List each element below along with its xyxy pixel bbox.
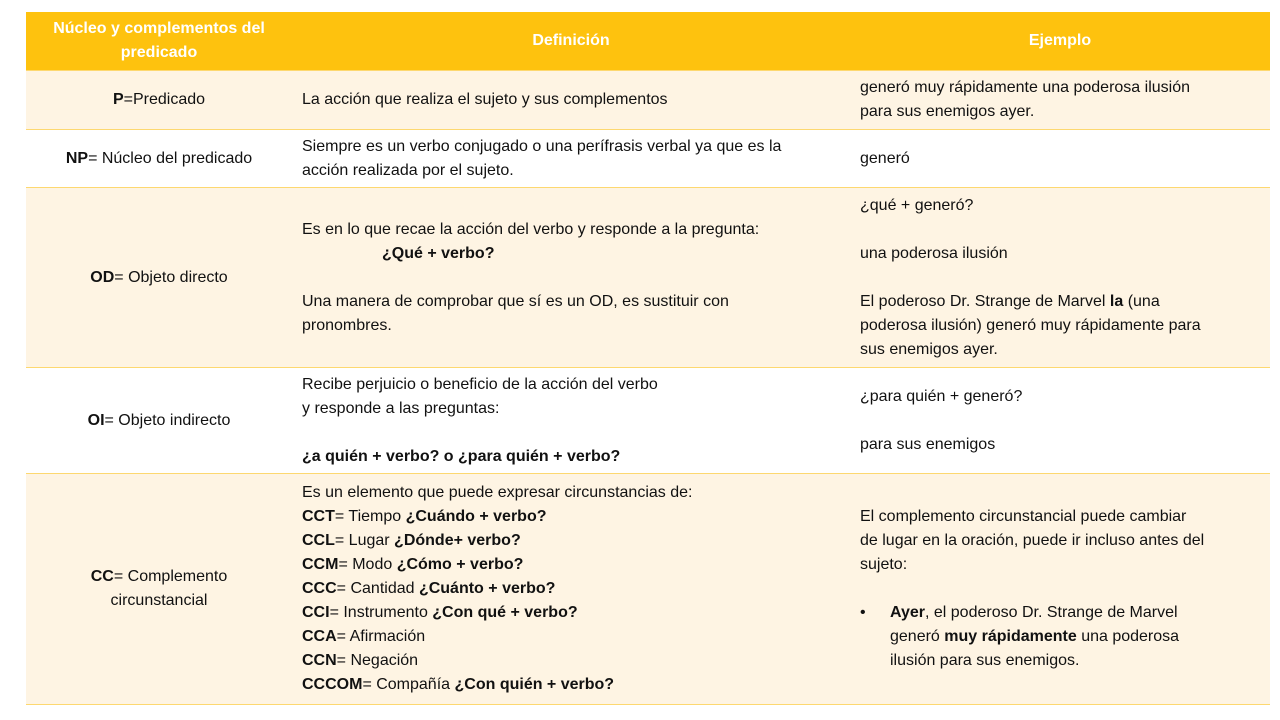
example-cell [850, 368, 1270, 474]
concept-cell [26, 130, 292, 188]
text-line [302, 242, 840, 266]
bullet-icon: • [860, 604, 866, 621]
text-line [860, 100, 1260, 124]
definition-cell [292, 71, 850, 130]
text-line [860, 76, 1260, 100]
bold-text: NP [65, 149, 89, 167]
text: El poderoso Dr. Strange de Marvel [860, 292, 1110, 310]
text: ¿qué + generó? [860, 196, 974, 214]
table-row [26, 130, 1270, 188]
text: , el poderoso Dr. Strange de Marvel [924, 604, 1178, 621]
text: = Cantidad [336, 580, 419, 597]
text-line [302, 577, 840, 601]
header-definition: Definición [292, 12, 850, 71]
text: = Instrumento [329, 604, 433, 621]
concept-cell [26, 368, 292, 474]
text: Una manera de comprobar que sí es un OD, es sustituir con [302, 292, 729, 310]
text: = Complemento circunstancial [110, 568, 232, 609]
text-line [860, 242, 1260, 266]
text: = Negación [336, 652, 419, 669]
definition-cell [292, 188, 850, 368]
header-concept: Núcleo y complementos del predicado [26, 12, 292, 71]
bold-text: CCM [302, 556, 339, 573]
bold-text: ¿Cómo + verbo? [396, 556, 524, 573]
text-line [302, 373, 840, 397]
bold-text: la [1109, 292, 1124, 310]
text-line [860, 529, 1260, 553]
bold-text: ¿Cuánto + verbo? [418, 580, 556, 597]
text-line [860, 314, 1260, 338]
definition-cell [292, 474, 850, 705]
bold-text: ¿a quién + verbo? o ¿para quién + verbo? [302, 447, 621, 465]
text-line [302, 135, 840, 159]
definition-cell [292, 368, 850, 474]
spacer [860, 218, 1260, 242]
text: = Modo [338, 556, 397, 573]
text: acción realizada por el sujeto. [302, 161, 514, 179]
bold-text: ¿Con qué + verbo? [432, 604, 578, 621]
text: (una [1123, 292, 1160, 310]
text-line [860, 625, 1260, 649]
text-line [860, 194, 1260, 218]
bold-text: CCL [302, 532, 335, 549]
bold-text: ¿Cuándo + verbo? [405, 508, 547, 525]
text-line [302, 553, 840, 577]
predicate-table [26, 12, 1270, 705]
text: Siempre es un verbo conjugado o una perífrasis verbal ya que es la [302, 137, 782, 155]
text-line [860, 147, 1260, 171]
text-line [860, 433, 1260, 457]
text: generó muy rápidamente una poderosa ilusión [860, 79, 1190, 96]
text: generó [890, 628, 945, 645]
text: sus enemigos ayer. [860, 340, 998, 358]
text: = Objeto indirecto [104, 411, 231, 429]
text-line [302, 290, 840, 314]
text-line [860, 601, 1260, 625]
bold-text: CCN [302, 652, 337, 669]
text: = Lugar [334, 532, 395, 549]
bullet-text [890, 601, 1178, 625]
concept-cell [26, 474, 292, 705]
spacer [860, 409, 1260, 433]
text: pronombres. [302, 316, 392, 334]
text: = Afirmación [336, 628, 426, 645]
bold-text: CCA [302, 628, 337, 645]
text: una poderosa [1076, 628, 1180, 645]
text-line [302, 673, 840, 697]
example-cell [850, 71, 1270, 130]
text-line [302, 505, 840, 529]
bold-text: CCT [302, 508, 335, 525]
text: sujeto: [860, 556, 908, 573]
text: ilusión para sus enemigos. [890, 652, 1080, 669]
bold-text: ¿Qué + verbo? [382, 244, 495, 262]
text-line [302, 529, 840, 553]
spacer [302, 421, 840, 445]
text: y responde a las preguntas: [302, 399, 500, 417]
concept-cell [26, 188, 292, 368]
text-line [302, 649, 840, 673]
example-cell [850, 130, 1270, 188]
text: una poderosa ilusión [860, 244, 1008, 262]
spacer [860, 266, 1260, 290]
spacer [302, 266, 840, 290]
header-example: Ejemplo [850, 12, 1270, 71]
text-line [860, 553, 1260, 577]
bold-text: muy rápidamente [944, 628, 1077, 645]
bold-text: ¿Con quién + verbo? [454, 676, 615, 693]
text: = Núcleo del predicado [88, 149, 253, 167]
header-row [26, 12, 1270, 71]
bold-text: OI [87, 411, 105, 429]
text-line [302, 397, 840, 421]
text-line [302, 625, 840, 649]
text: para sus enemigos [860, 435, 996, 453]
text: para sus enemigos ayer. [860, 103, 1035, 120]
bold-text: P [112, 91, 124, 108]
text-line [302, 481, 840, 505]
bold-text: CCC [302, 580, 337, 597]
text: poderosa ilusión) generó muy rápidamente para [860, 316, 1201, 334]
text-line [860, 338, 1260, 362]
table-row [26, 368, 1270, 474]
text: generó [860, 149, 910, 167]
example-cell [850, 188, 1270, 368]
text: = Tiempo [334, 508, 406, 525]
text: Recibe perjuicio o beneficio de la acción del verbo [302, 375, 658, 393]
text: = Compañía [362, 676, 455, 693]
text: El complemento circunstancial puede cambiar [860, 508, 1187, 525]
text: La acción que realiza el sujeto y sus complementos [302, 91, 668, 108]
bold-text: ¿Dónde+ verbo? [394, 532, 521, 549]
table-row [26, 474, 1270, 705]
bold-text: OD [90, 268, 115, 286]
text: Es un elemento que puede expresar circunstancias de: [302, 484, 693, 501]
bold-text: CCI [302, 604, 330, 621]
text: de lugar en la oración, puede ir incluso antes del [860, 532, 1205, 549]
text-line [860, 290, 1260, 314]
spacer [860, 577, 1260, 601]
table-row [26, 188, 1270, 368]
text: =Predicado [123, 91, 206, 108]
text: ¿para quién + generó? [860, 387, 1023, 405]
concept-cell [26, 71, 292, 130]
table-row [26, 71, 1270, 130]
text-line [302, 159, 840, 183]
text-line [860, 385, 1260, 409]
bold-text: Ayer [890, 604, 925, 621]
text-line [860, 649, 1260, 673]
bold-text: CCCOM [302, 676, 363, 693]
definition-cell [292, 130, 850, 188]
bold-text: CC [90, 568, 114, 585]
text-line [302, 445, 840, 469]
text: Es en lo que recae la acción del verbo y responde a la pregunta: [302, 220, 760, 238]
text-line [302, 314, 840, 338]
text-line [302, 88, 840, 112]
text-line [302, 218, 840, 242]
text-line [860, 505, 1260, 529]
example-cell [850, 474, 1270, 705]
text: = Objeto directo [114, 268, 228, 286]
text-line [302, 601, 840, 625]
